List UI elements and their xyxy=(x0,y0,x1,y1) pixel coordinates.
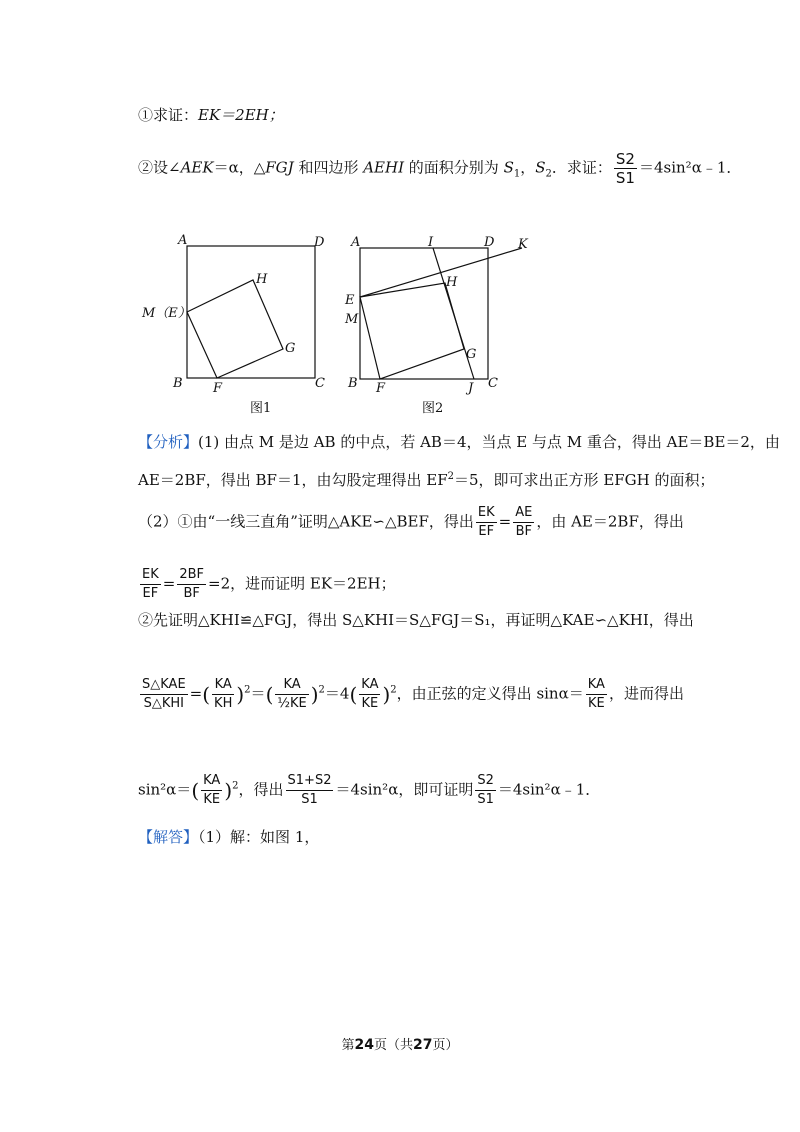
fraction: $\frac{AE}{BF}$ xyxy=(515,505,533,539)
figure-2 xyxy=(340,228,540,420)
fraction: $\frac{KA}{KE}$ xyxy=(587,677,605,711)
q2-sub: 2 xyxy=(545,168,552,180)
square-abcd xyxy=(187,246,315,378)
page-total: 27 xyxy=(413,1037,433,1053)
label-M: M xyxy=(345,312,359,327)
fraction: $\frac{EK}{EF}$ xyxy=(477,505,495,539)
fraction: $\frac{KA}{KE}$ xyxy=(203,773,221,807)
analysis-line-7: sin²α＝( $\frac{KA}{KE}$ )$^2$，得出 $\frac{S1+S2}{S1}$ ＝4sin²α，即可证明 $\frac{S2}{S1}$ ＝4sin²α﹣1． xyxy=(138,773,601,807)
q2-text: 设∠ xyxy=(153,158,181,177)
label-C: C xyxy=(488,376,498,391)
label-H: H xyxy=(256,272,268,287)
analysis-tag: 【分析】 xyxy=(138,433,199,451)
page-number: 24 xyxy=(354,1037,374,1053)
label-C: C xyxy=(315,376,325,391)
analysis-line-2: AE＝2BF，得出 BF＝1，由勾股定理得出 $EF^2=5$，即可求出正方形 EFGH 的面积； xyxy=(138,471,715,489)
label-G: G xyxy=(285,341,296,356)
q2-text: 和四边形 xyxy=(293,158,364,177)
circled-marker: ② xyxy=(138,158,154,177)
label-F: F xyxy=(213,381,223,396)
square-efgh xyxy=(187,280,283,378)
fraction: $\frac{S2}{S1}$ xyxy=(477,773,494,807)
analysis-line-6: $\frac{\text{S△KAE}}{\text{S△KHI}}$ =( $\frac{KA}{KH}$ )$^2$＝( $\frac{KA}{\text{½KE}}$ )$^2$＝4( $\frac{KA}{KE}$ )$^2$，由正弦的定义得出 sinα＝ $\frac{KA}{KE}$ ，进而得出 xyxy=(142,677,684,711)
label-ME: M（E） xyxy=(142,306,191,321)
q2-rhs: ＝4sin²α﹣1． xyxy=(638,158,742,177)
q2-text: ．求证： xyxy=(551,158,612,177)
q1-expr: EK＝2EH； xyxy=(198,106,284,124)
q2-text: ， xyxy=(520,158,536,177)
analysis-line-3: （2）①由“一线三直角”证明△AKE∽△BEF，得出 $\frac{EK}{EF}$ = $\frac{AE}{BF}$ ，由 AE＝2BF，得出 xyxy=(138,505,684,539)
answer-tag: 【解答】 xyxy=(138,828,199,846)
label-K: K xyxy=(518,237,528,252)
q2-triangle: FGJ xyxy=(265,158,294,177)
figure-1 xyxy=(138,228,338,420)
q2-text: 的面积分别为 xyxy=(404,158,504,177)
label-E: E xyxy=(345,293,355,308)
analysis-line-4: $\frac{EK}{EF}$ = $\frac{2BF}{BF}$ =2，进而证明 EK＝2EH； xyxy=(142,567,396,601)
page-footer: 第24页（共27页） xyxy=(341,1037,459,1053)
q2-fraction: $\frac{S2}{S1}$ xyxy=(615,150,635,187)
answer-line: 【解答】（1）解：如图 1， xyxy=(138,828,320,846)
analysis-line-5: ②先证明△KHI≌△FGJ，得出 S△KHI＝S△FGJ＝S₁，再证明△KAE∽△KHI，得出 xyxy=(138,611,694,629)
caption-fig1: 图1 xyxy=(250,401,272,416)
label-G: G xyxy=(466,347,477,362)
fraction: $\frac{\text{S△KAE}}{\text{S△KHI}}$ xyxy=(142,677,186,711)
q1-label: 求证： xyxy=(153,106,199,124)
fraction: $\frac{2BF}{BF}$ xyxy=(179,567,204,601)
question-1 xyxy=(138,104,284,126)
label-F: F xyxy=(376,381,386,396)
label-B: B xyxy=(173,376,183,391)
circled-marker: ① xyxy=(138,106,154,124)
q2-s1: S xyxy=(503,158,514,177)
analysis-line-1: 【分析】(1) 由点 M 是边 AB 的中点，若 AB＝4，当点 E 与点 M 重合，得出 AE＝BE＝2，由 xyxy=(138,433,780,451)
label-B: B xyxy=(348,376,358,391)
fraction: $\frac{KA}{KE}$ xyxy=(361,677,379,711)
caption-fig2: 图2 xyxy=(422,401,444,416)
q2-sub: 1 xyxy=(513,168,521,180)
label-A: A xyxy=(351,235,361,250)
label-D: D xyxy=(484,235,495,250)
fraction: $\frac{S1+S2}{S1}$ xyxy=(287,773,332,807)
q2-s2: S xyxy=(535,158,546,177)
label-J: J xyxy=(468,381,474,396)
q2-angle: AEK xyxy=(180,158,214,177)
label-D: D xyxy=(314,235,325,250)
label-I: I xyxy=(428,235,434,250)
question-2 xyxy=(138,150,741,187)
q2-quad: AEHI xyxy=(363,158,405,177)
q2-text: ＝α，△ xyxy=(213,158,266,177)
label-A: A xyxy=(178,233,188,248)
fraction: $\frac{KA}{\text{½KE}}$ xyxy=(277,677,307,711)
fraction: $\frac{KA}{KH}$ xyxy=(214,677,233,711)
fraction: $\frac{EK}{EF}$ xyxy=(142,567,159,601)
label-H: H xyxy=(446,275,458,290)
